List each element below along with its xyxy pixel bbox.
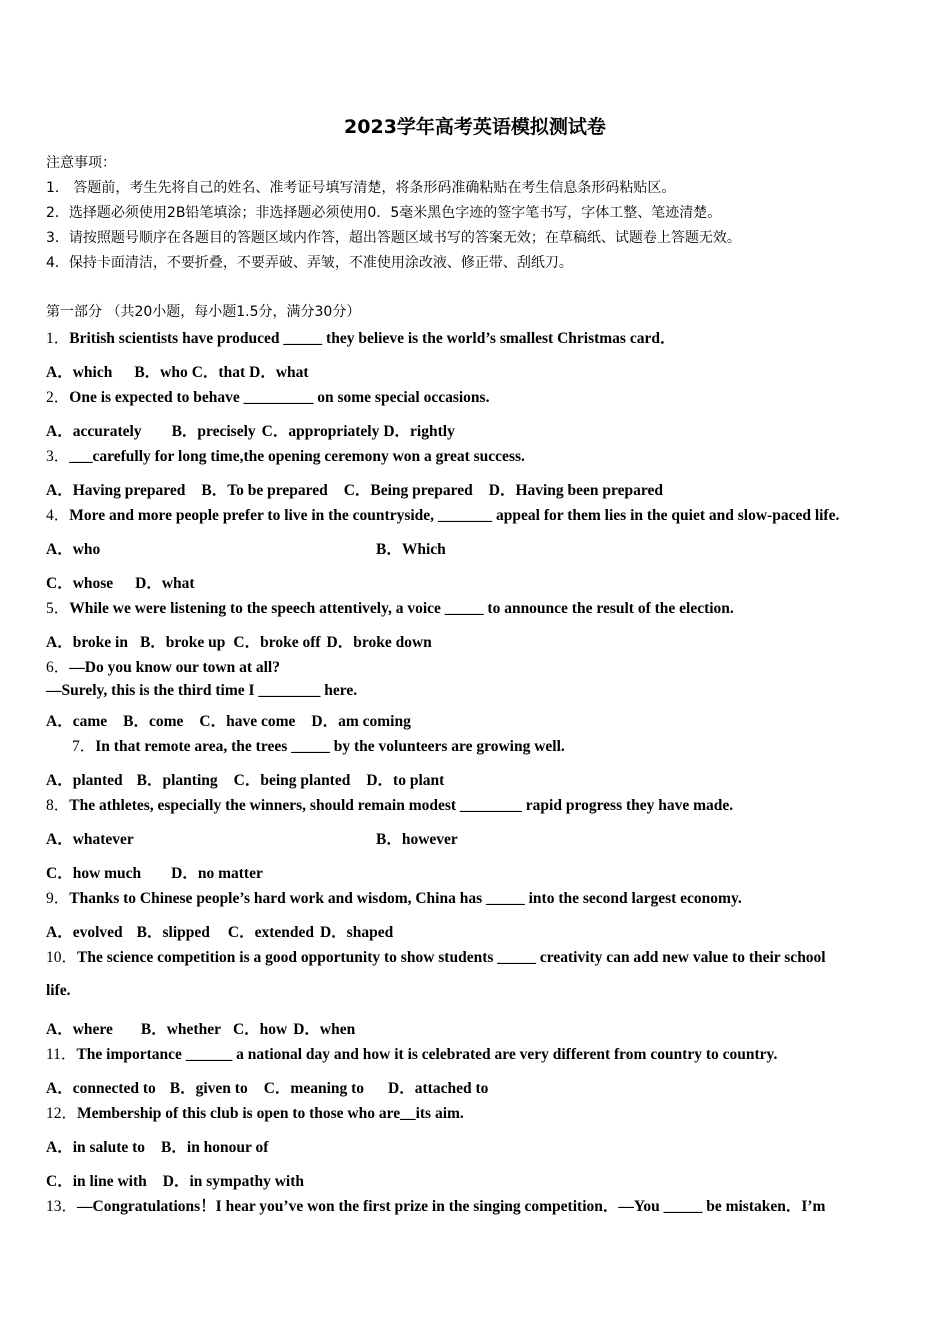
question-text: The importance ______ a national day and how it is celebrated are very different from country to country. [76,1046,778,1063]
option-c[interactable]: C．extended [227,924,314,941]
option-b[interactable]: B．broke up [139,634,226,651]
option-a[interactable]: A．in salute to [46,1139,146,1156]
option-d[interactable]: D．what [135,575,195,592]
option-d[interactable]: D．rightly [383,423,455,440]
section-heading: 第一部分 （共20小题，每小题1.5分，满分30分） [46,304,361,320]
option-d[interactable]: D．when [293,1021,356,1038]
question-1 [46,326,675,348]
notice-item-2: 2．选择题必须使用2B铅笔填涂；非选择题必须使用0．5毫米黑色字迹的签字笔书写，字体工整、笔迹清楚。 [46,205,722,221]
notice-item-1: 1． 答题前，考生先将自己的姓名、准考证号填写清楚，将条形码准确粘贴在考生信息条形码粘贴区。 [46,180,676,196]
question-13 [46,1194,825,1216]
option-c[interactable]: C．have come [199,713,296,730]
question-number: 1． [46,330,70,347]
notice-item-4: 4．保持卡面清洁，不要折叠，不要弄破、弄皱，不准使用涂改液、修正带、刮纸刀。 [46,255,573,271]
question-6 [46,655,280,677]
option-b[interactable]: B．however [376,831,458,848]
options-1 [46,360,331,382]
options-7 [46,768,466,790]
question-text: Membership of this club is open to those who are__its aim. [77,1105,464,1122]
option-d[interactable]: D．Having been prepared [488,482,663,499]
question-4 [46,503,839,525]
question-5 [46,596,734,618]
option-d[interactable]: D．attached to [388,1080,489,1097]
page-title: 2023学年高考英语模拟测试卷 [344,116,606,138]
option-a[interactable]: A．evolved [46,924,123,941]
option-a[interactable]: A．where [46,1021,113,1038]
question-number: 11． [46,1046,77,1063]
option-c[interactable]: C．broke off [233,634,321,651]
question-text: In that remote area, the trees _____ by the volunteers are growing well. [95,738,565,755]
options-5 [46,630,454,652]
options-4-row2 [46,571,217,593]
question-text: One is expected to behave _________ on some special occasions. [69,389,490,406]
question-3 [46,444,525,466]
option-b[interactable]: B．planting [136,772,218,789]
option-d[interactable]: D．what [249,364,309,381]
option-c[interactable]: C．in line with [46,1173,147,1190]
question-number: 10． [46,949,78,966]
option-b[interactable]: B．whether [140,1021,221,1038]
question-number: 13． [46,1198,78,1215]
option-b[interactable]: B．given to [169,1080,248,1097]
option-c[interactable]: C．how much [46,865,142,882]
notice-heading: 注意事项： [46,155,116,171]
question-text: The science competition is a good opportunity to show students _____ creativity can add new value to their school [77,949,826,966]
notice-item-3: 3．请按照题号顺序在各题目的答题区域内作答，超出答题区域书写的答案无效；在草稿纸、试题卷上答题无效。 [46,230,741,246]
question-7 [72,734,565,756]
options-10 [46,1017,377,1039]
option-b[interactable]: B．slipped [136,924,210,941]
question-number: 5． [46,600,70,617]
option-b[interactable]: B．come [123,713,184,730]
question-number: 6． [46,659,70,676]
options-6 [46,709,433,731]
option-a[interactable]: A．came [46,713,108,730]
option-c[interactable]: C．Being prepared [343,482,473,499]
question-text: The athletes, especially the winners, should remain modest ________ rapid progress they have made. [69,797,734,814]
option-d[interactable]: D．broke down [326,634,432,651]
options-4-row1 [46,537,446,559]
options-9 [46,920,415,942]
question-number: 4． [46,507,70,524]
question-text: While we were listening to the speech attentively, a voice _____ to announce the result of the election. [69,600,734,617]
option-b[interactable]: B．Which [376,541,446,558]
option-a[interactable]: A．connected to [46,1080,156,1097]
option-b[interactable]: B．To be prepared [201,482,328,499]
option-b[interactable]: B．in honour of [161,1139,269,1156]
question-10 [46,945,826,967]
question-number: 9． [46,890,70,907]
question-text: —Congratulations！I hear you’ve won the first prize in the singing competition．—You _____ be mistaken．I’m [77,1198,826,1215]
question-6-reply: —Surely, this is the third time I ________ here. [46,682,358,699]
question-text: British scientists have produced _____ they believe is the world’s smallest Christmas card． [69,330,676,347]
option-a[interactable]: A．accurately [46,423,142,440]
options-2 [46,419,477,441]
option-a[interactable]: A．who [46,541,101,558]
option-a[interactable]: A．Having prepared [46,482,186,499]
option-c[interactable]: C．appropriately [261,423,380,440]
option-a[interactable]: A．planted [46,772,123,789]
question-8 [46,793,733,815]
options-3 [46,478,685,500]
option-c[interactable]: C．how [232,1021,288,1038]
option-c[interactable]: C．meaning to [263,1080,365,1097]
question-text: More and more people prefer to live in the countryside, _______ appeal for them lies in the quiet and slow-paced life. [69,507,840,524]
question-10-continued: life. [46,982,71,999]
option-d[interactable]: D．shaped [319,924,394,941]
options-11 [46,1076,510,1098]
option-b[interactable]: B．who [134,364,188,381]
question-number: 2． [46,389,70,406]
option-b[interactable]: B．precisely [171,423,256,440]
options-12-row2 [46,1169,326,1191]
option-d[interactable]: D．to plant [366,772,445,789]
question-11 [46,1042,777,1064]
option-d[interactable]: D．no matter [171,865,263,882]
option-c[interactable]: C．whose [46,575,114,592]
question-number: 8． [46,797,70,814]
question-number: 7． [72,738,96,755]
question-number: 12． [46,1105,78,1122]
options-8-row1 [46,827,458,849]
question-number: 3． [46,448,70,465]
question-text: —Do you know our town at all? [69,659,280,676]
option-a[interactable]: A．broke in [46,634,128,651]
option-c[interactable]: C．that [191,364,246,381]
question-text: Thanks to Chinese people’s hard work and wisdom, China has _____ into the second largest economy. [69,890,742,907]
option-d[interactable]: D．am coming [311,713,411,730]
option-c[interactable]: C．being planted [233,772,351,789]
question-text: ___carefully for long time,the opening ceremony won a great success. [69,448,525,465]
option-a[interactable]: A．whatever [46,831,134,848]
option-d[interactable]: D．in sympathy with [162,1173,305,1190]
question-9 [46,886,742,908]
option-a[interactable]: A．which [46,364,113,381]
options-8-row2 [46,861,285,883]
question-12 [46,1101,464,1123]
options-12-row1 [46,1135,290,1157]
question-2 [46,385,489,407]
